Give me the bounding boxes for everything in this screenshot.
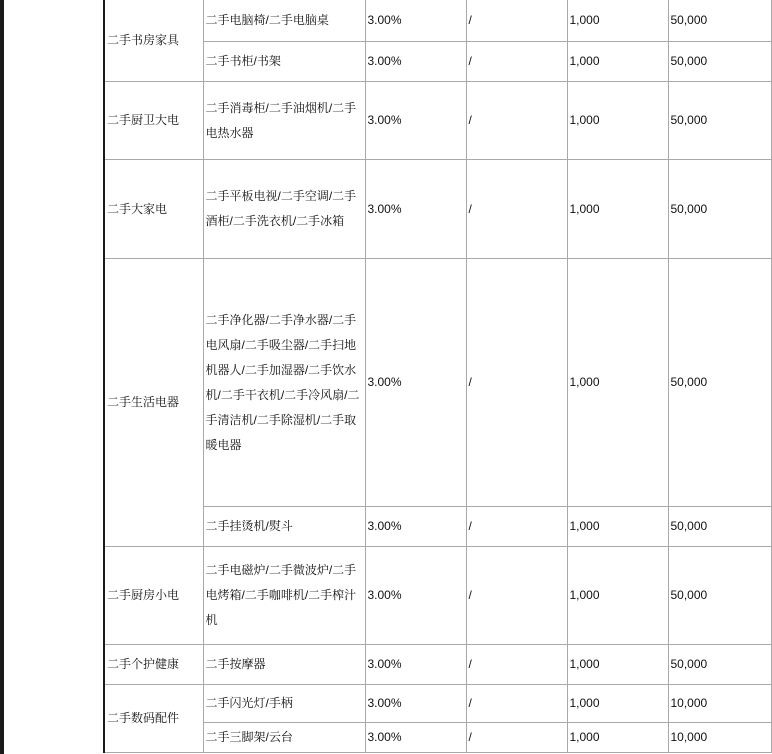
deposit-cell: 1,000	[567, 507, 668, 547]
category-cell: 二手大家电	[104, 160, 203, 259]
rate-cell: 3.00%	[365, 42, 466, 82]
deposit-cell: 1,000	[567, 685, 668, 723]
item-cell: 二手消毒柜/二手油烟机/二手电热水器	[203, 82, 365, 160]
rate-cell: 3.00%	[365, 723, 466, 753]
deposit-cell: 1,000	[567, 547, 668, 645]
rate-cell: 3.00%	[365, 0, 466, 42]
deposit-cell: 1,000	[567, 42, 668, 82]
min-fee-cell: /	[466, 82, 567, 160]
category-cell: 二手数码配件	[104, 685, 203, 753]
cap-cell: 50,000	[668, 507, 771, 547]
cap-cell: 50,000	[668, 547, 771, 645]
table-row	[104, 645, 771, 685]
category-cell: 二手厨房小电	[104, 547, 203, 645]
table-row	[104, 42, 771, 82]
item-cell: 二手闪光灯/手柄	[203, 685, 365, 723]
table-row	[104, 259, 771, 507]
min-fee-cell: /	[466, 507, 567, 547]
item-cell: 二手三脚架/云台	[203, 723, 365, 753]
deposit-cell: 1,000	[567, 160, 668, 259]
min-fee-cell: /	[466, 685, 567, 723]
table-row	[104, 507, 771, 547]
table-row	[104, 82, 771, 160]
min-fee-cell: /	[466, 259, 567, 507]
cap-cell: 50,000	[668, 82, 771, 160]
rate-cell: 3.00%	[365, 82, 466, 160]
rate-cell: 3.00%	[365, 645, 466, 685]
category-cell: 二手个护健康	[104, 645, 203, 685]
min-fee-cell: /	[466, 160, 567, 259]
cap-cell: 50,000	[668, 645, 771, 685]
rate-cell: 3.00%	[365, 685, 466, 723]
table-row	[104, 723, 771, 753]
rate-cell: 3.00%	[365, 507, 466, 547]
table-row	[104, 685, 771, 723]
item-cell: 二手按摩器	[203, 645, 365, 685]
deposit-cell: 1,000	[567, 259, 668, 507]
min-fee-cell: /	[466, 645, 567, 685]
cap-cell: 50,000	[668, 160, 771, 259]
rate-cell: 3.00%	[365, 160, 466, 259]
deposit-cell: 1,000	[567, 645, 668, 685]
page-left-border	[0, 0, 4, 754]
cap-cell: 50,000	[668, 259, 771, 507]
cap-cell: 10,000	[668, 685, 771, 723]
deposit-cell: 1,000	[567, 0, 668, 42]
table-row	[104, 0, 771, 42]
category-cell: 二手生活电器	[104, 259, 203, 547]
table-row	[104, 160, 771, 259]
category-cell: 二手书房家具	[104, 0, 203, 82]
cap-cell: 50,000	[668, 42, 771, 82]
rate-cell: 3.00%	[365, 547, 466, 645]
cap-cell: 50,000	[668, 0, 771, 42]
min-fee-cell: /	[466, 0, 567, 42]
item-cell: 二手电脑椅/二手电脑桌	[203, 0, 365, 42]
item-cell: 二手平板电视/二手空调/二手酒柜/二手洗衣机/二手冰箱	[203, 160, 365, 259]
table-row	[104, 547, 771, 645]
fee-rate-table	[103, 0, 772, 753]
item-cell: 二手电磁炉/二手微波炉/二手电烤箱/二手咖啡机/二手榨汁机	[203, 547, 365, 645]
category-cell: 二手厨卫大电	[104, 82, 203, 160]
deposit-cell: 1,000	[567, 723, 668, 753]
min-fee-cell: /	[466, 723, 567, 753]
min-fee-cell: /	[466, 547, 567, 645]
deposit-cell: 1,000	[567, 82, 668, 160]
min-fee-cell: /	[466, 42, 567, 82]
item-cell: 二手净化器/二手净水器/二手电风扇/二手吸尘器/二手扫地机器人/二手加湿器/二手饮水机/二手干衣机/二手冷风扇/二手清洁机/二手除湿机/二手取暖电器	[203, 259, 365, 507]
item-cell: 二手挂烫机/熨斗	[203, 507, 365, 547]
cap-cell: 10,000	[668, 723, 771, 753]
item-cell: 二手书柜/书架	[203, 42, 365, 82]
rate-cell: 3.00%	[365, 259, 466, 507]
